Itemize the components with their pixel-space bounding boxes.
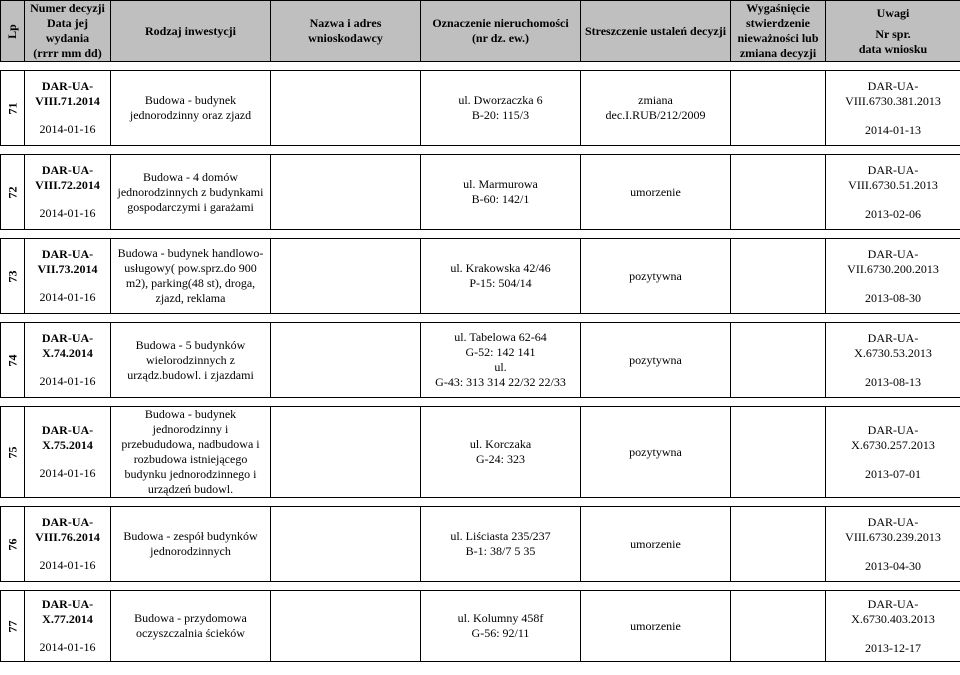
spacer-row	[1, 62, 960, 71]
decision-cell: DAR-UA- VIII.71.2014 2014-01-16	[25, 71, 111, 146]
table-row	[1, 239, 960, 314]
property-cell: ul. Tabelowa 62-64 G-52: 142 141 ul. G-43: 313 314 22/32 22/33	[421, 323, 581, 398]
applicant-cell	[271, 591, 421, 662]
notes-cell: DAR-UA- VIII.6730.239.2013 2013-04-30	[826, 507, 960, 582]
applicant-cell	[271, 323, 421, 398]
summary-cell: umorzenie	[581, 155, 731, 230]
table-row	[1, 507, 960, 582]
property-cell: ul. Kolumny 458f G-56: 92/11	[421, 591, 581, 662]
expiry-cell	[731, 239, 826, 314]
header-row	[1, 1, 960, 62]
investment-cell: Budowa - budynek handlowo-usługowy( pow.sprz.do 900 m2), parking(48 st), droga, zjazd, reklama	[111, 239, 271, 314]
applicant-cell	[271, 239, 421, 314]
decision-cell: DAR-UA- VIII.76.2014 2014-01-16	[25, 507, 111, 582]
spacer-row	[1, 582, 960, 591]
investment-cell: Budowa - przydomowa oczyszczalnia ścieków	[111, 591, 271, 662]
expiry-cell	[731, 323, 826, 398]
row-lp: 76	[1, 507, 25, 582]
expiry-cell	[731, 155, 826, 230]
applicant-cell	[271, 407, 421, 498]
spacer-row	[1, 230, 960, 239]
property-cell: ul. Marmurowa B-60: 142/1	[421, 155, 581, 230]
summary-cell: pozytywna	[581, 323, 731, 398]
header-investment: Rodzaj inwestycji	[111, 1, 271, 62]
spacer-row	[1, 146, 960, 155]
header-decision: Numer decyzji Data jej wydania (rrrr mm dd)	[25, 1, 111, 62]
header-expiry: Wygaśnięcie stwierdzenie nieważności lub zmiana decyzji	[731, 1, 826, 62]
property-cell: ul. Liściasta 235/237 B-1: 38/7 5 35	[421, 507, 581, 582]
decision-cell: DAR-UA- VII.73.2014 2014-01-16	[25, 239, 111, 314]
expiry-cell	[731, 591, 826, 662]
property-cell: ul. Korczaka G-24: 323	[421, 407, 581, 498]
decision-cell: DAR-UA- X.77.2014 2014-01-16	[25, 591, 111, 662]
notes-cell: DAR-UA- VIII.6730.51.2013 2013-02-06	[826, 155, 960, 230]
row-lp: 77	[1, 591, 25, 662]
decision-cell: DAR-UA- X.75.2014 2014-01-16	[25, 407, 111, 498]
expiry-cell	[731, 71, 826, 146]
header-summary: Streszczenie ustaleń decyzji	[581, 1, 731, 62]
row-lp: 72	[1, 155, 25, 230]
expiry-cell	[731, 507, 826, 582]
header-lp: Lp	[1, 1, 25, 62]
investment-cell: Budowa - budynek jednorodzinny i przebududowa, nadbudowa i rozbudowa istniejącego budynku jednorodzinnego i urządzeń budowl.	[111, 407, 271, 498]
table-row	[1, 407, 960, 498]
investment-cell: Budowa - 5 budynków wielorodzinnych z urządz.budowl. i zjazdami	[111, 323, 271, 398]
table-row	[1, 323, 960, 398]
header-property: Oznaczenie nieruchomości (nr dz. ew.)	[421, 1, 581, 62]
notes-cell: DAR-UA- X.6730.257.2013 2013-07-01	[826, 407, 960, 498]
table-row	[1, 71, 960, 146]
expiry-cell	[731, 407, 826, 498]
notes-cell: DAR-UA- VII.6730.200.2013 2013-08-30	[826, 239, 960, 314]
summary-cell: umorzenie	[581, 591, 731, 662]
summary-cell: pozytywna	[581, 239, 731, 314]
applicant-cell	[271, 155, 421, 230]
summary-cell: zmiana dec.I.RUB/212/2009	[581, 71, 731, 146]
table-row	[1, 155, 960, 230]
spacer-row	[1, 314, 960, 323]
row-lp: 73	[1, 239, 25, 314]
decision-cell: DAR-UA- X.74.2014 2014-01-16	[25, 323, 111, 398]
investment-cell: Budowa - zespół budynków jednorodzinnych	[111, 507, 271, 582]
investment-cell: Budowa - 4 domów jednorodzinnych z budynkami gospodarczymi i garażami	[111, 155, 271, 230]
header-applicant: Nazwa i adres wnioskodawcy	[271, 1, 421, 62]
summary-cell: umorzenie	[581, 507, 731, 582]
notes-cell: DAR-UA- X.6730.53.2013 2013-08-13	[826, 323, 960, 398]
property-cell: ul. Dworzaczka 6 B-20: 115/3	[421, 71, 581, 146]
row-lp: 75	[1, 407, 25, 498]
property-cell: ul. Krakowska 42/46 P-15: 504/14	[421, 239, 581, 314]
row-lp: 71	[1, 71, 25, 146]
spacer-row	[1, 398, 960, 407]
spacer-row	[1, 498, 960, 507]
decision-cell: DAR-UA- VIII.72.2014 2014-01-16	[25, 155, 111, 230]
row-lp: 74	[1, 323, 25, 398]
applicant-cell	[271, 71, 421, 146]
applicant-cell	[271, 507, 421, 582]
notes-cell: DAR-UA- X.6730.403.2013 2013-12-17	[826, 591, 960, 662]
investment-cell: Budowa - budynek jednorodzinny oraz zjazd	[111, 71, 271, 146]
table-row	[1, 591, 960, 662]
header-notes: Uwagi Nr spr. data wniosku	[826, 1, 960, 62]
notes-cell: DAR-UA- VIII.6730.381.2013 2014-01-13	[826, 71, 960, 146]
summary-cell: pozytywna	[581, 407, 731, 498]
